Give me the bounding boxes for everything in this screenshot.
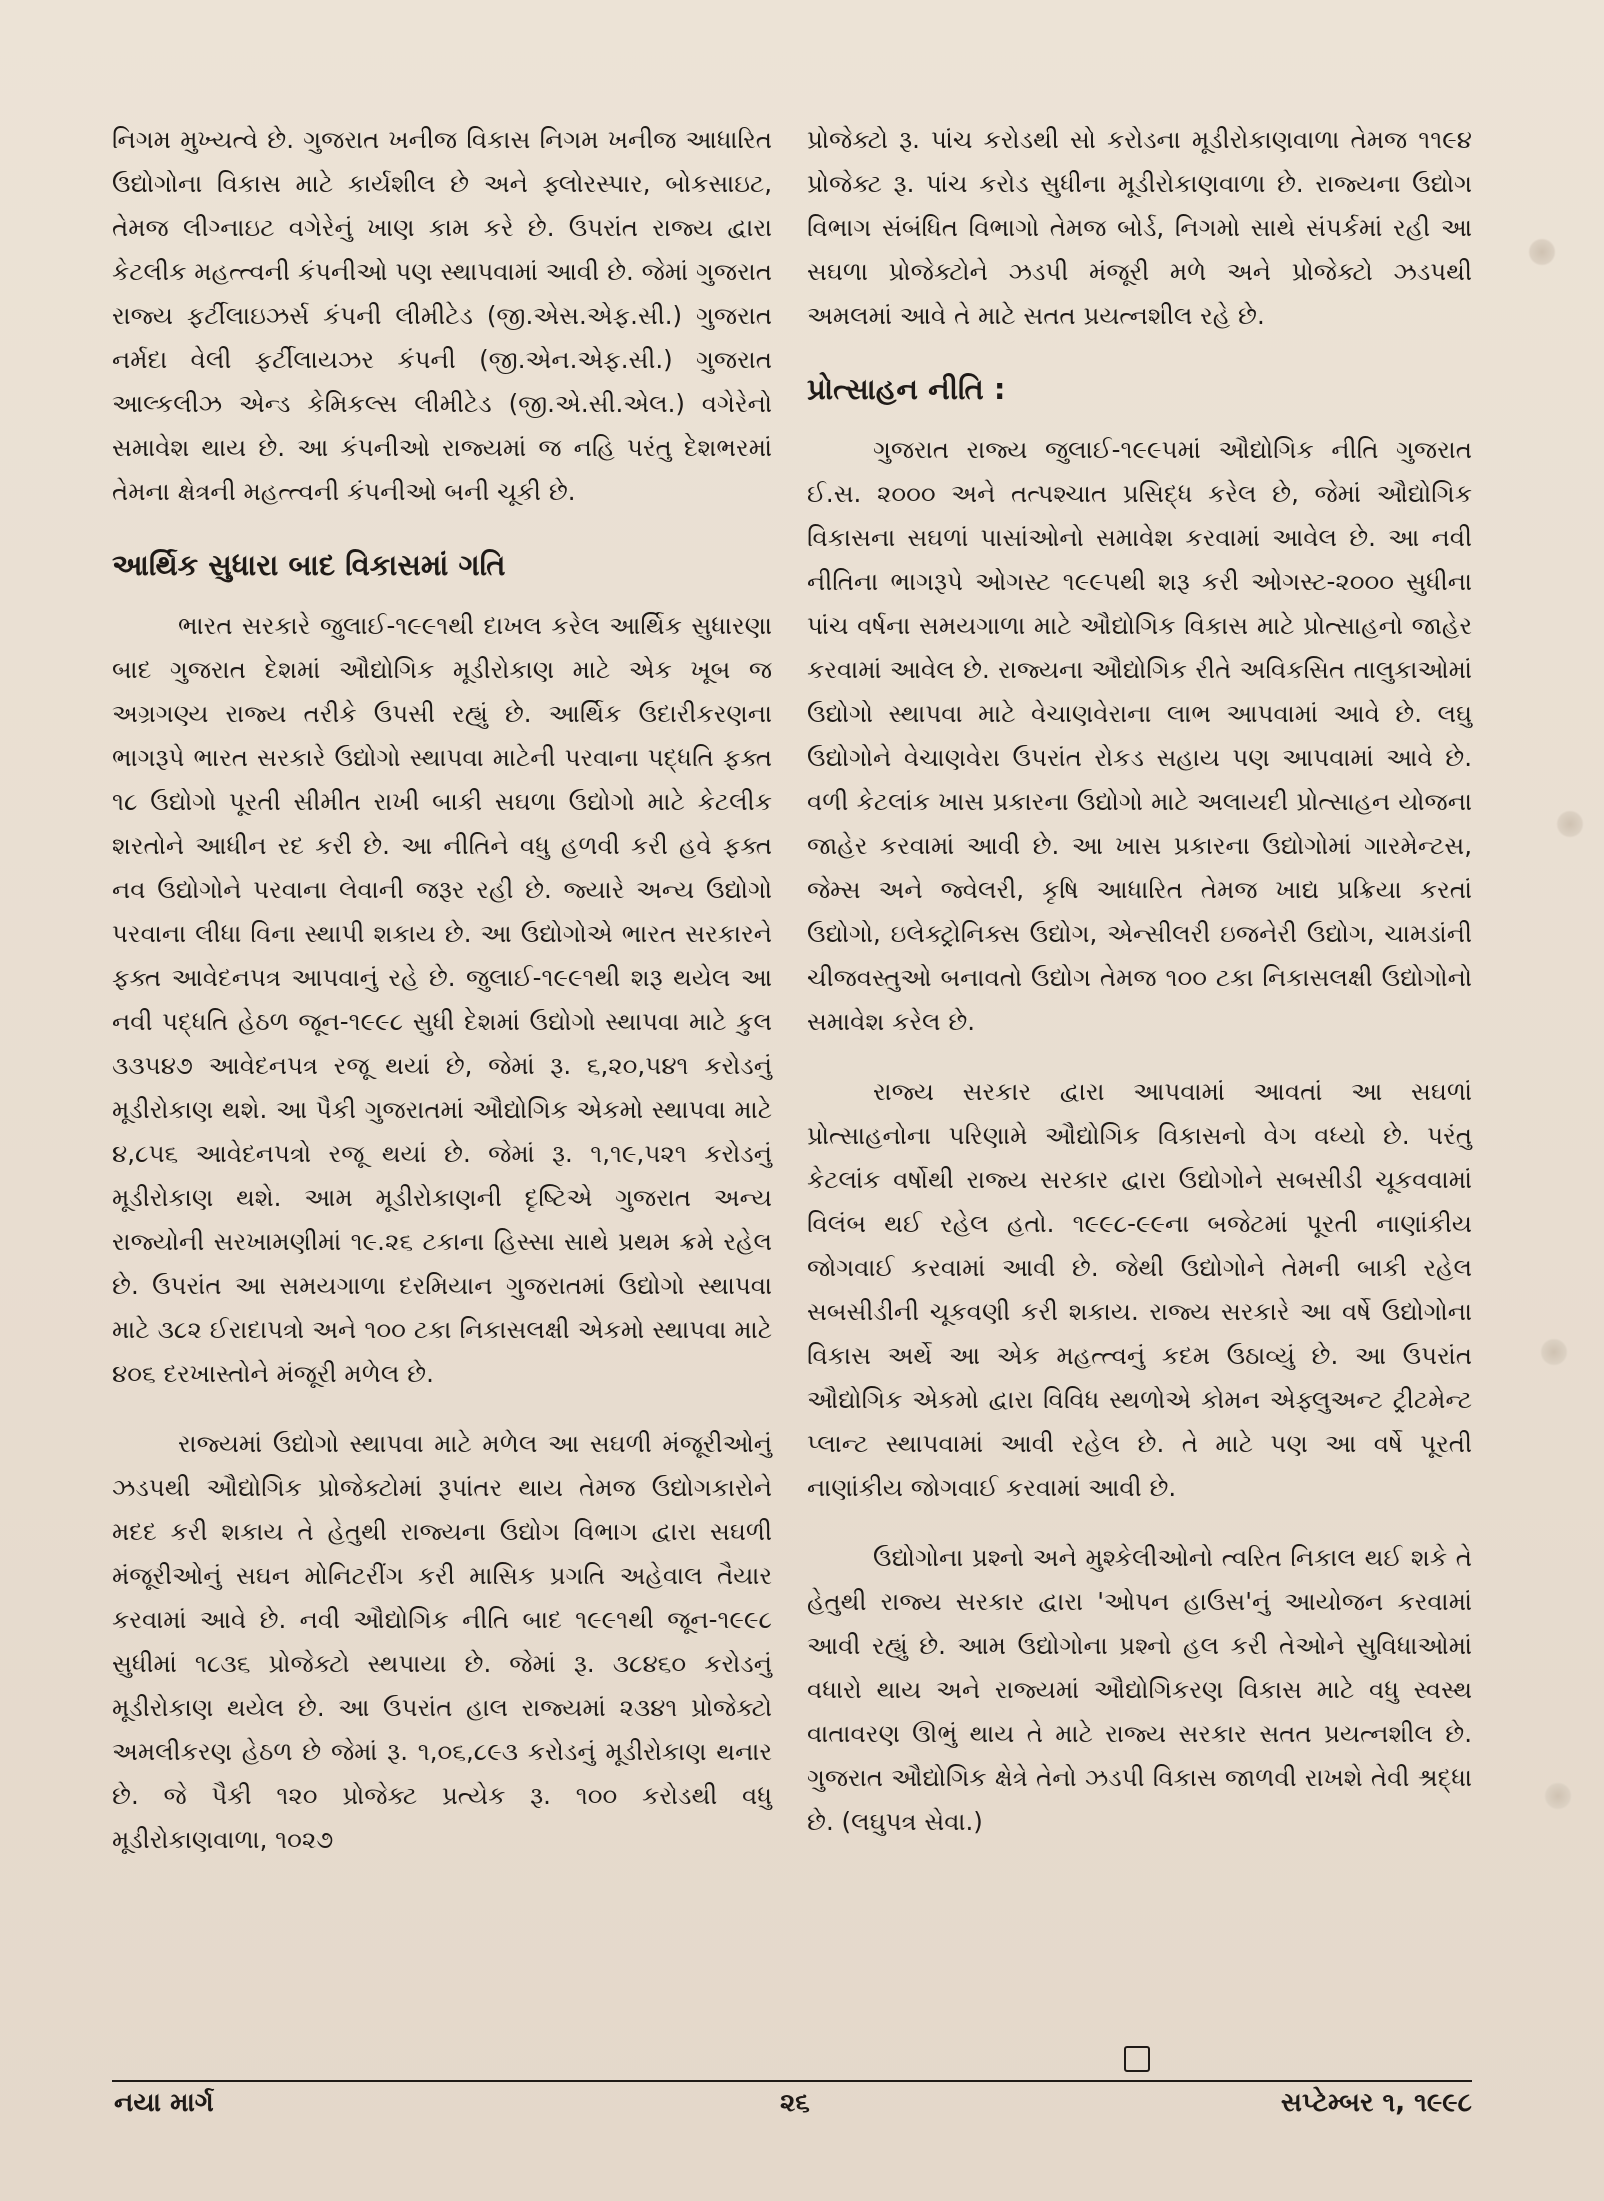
paragraph: ઉદ્યોગોના પ્રશ્નો અને મુશ્કેલીઓનો ત્વરિત નિકાલ થઈ શકે તે હેતુથી રાજ્ય સરકાર દ્વારા 'ઓપન હાઉસ'નું આયોજન કરવામાં આવી રહ્યું છે. આમ ઉદ્યોગોના પ્રશ્નો હલ કરી તેઓને સુવિધાઓમાં વધારો થાય અને રાજ્યમાં ઔદ્યોગિકરણ વિકાસ માટે વધુ સ્વસ્થ વાતાવરણ ઊભું થાય તે માટે રાજ્ય સરકાર સતત પ્રયત્નશીલ છે. ગુજરાત ઔદ્યોગિક ક્ષેત્રે તેનો ઝડપી વિકાસ જાળવી રાખશે તેવી શ્રદ્ધા છે. (લઘુપત્ર સેવા.) [807,1543,1472,1836]
paper-damage [1556,810,1584,838]
paper-damage [1528,238,1556,266]
left-column [112,118,772,1888]
paragraph: રાજ્યમાં ઉદ્યોગો સ્થાપવા માટે મળેલ આ સઘળી મંજૂરીઓનું ઝડપથી ઔદ્યોગિક પ્રોજેક્ટોમાં રૂપાંતર થાય તેમજ ઉદ્યોગકારોને મદદ કરી શકાય તે હેતુથી રાજ્યના ઉદ્યોગ વિભાગ દ્વારા સઘળી મંજૂરીઓનું સઘન મોનિટરીંગ કરી માસિક પ્રગતિ અહેવાલ તૈયાર કરવામાં આવે છે. નવી ઔદ્યોગિક નીતિ બાદ ૧૯૯૧થી જૂન-૧૯૯૮ સુધીમાં ૧૮૩૬ પ્રોજેક્ટો સ્થપાયા છે. જેમાં રૂ. ૩૮૪૬૦ કરોડનું મૂડીરોકાણ થયેલ છે. આ ઉપરાંત હાલ રાજ્યમાં ૨૩૪૧ પ્રોજેક્ટો અમલીકરણ હેઠળ છે જેમાં રૂ. ૧,૦૬,૮૯૩ કરોડનું મૂડીરોકાણ થનાર છે. જે પૈકી ૧૨૦ પ્રોજેક્ટ પ્રત્યેક રૂ. ૧૦૦ કરોડથી વધુ મૂડીરોકાણવાળા, ૧૦૨૭ [112,1429,772,1854]
paper-damage [1544,1782,1572,1810]
section-heading: આર્થિક સુધારા બાદ વિકાસમાં ગતિ [112,548,506,582]
paragraph: ભારત સરકારે જુલાઈ-૧૯૯૧થી દાખલ કરેલ આર્થિક સુધારણા બાદ ગુજરાત દેશમાં ઔદ્યોગિક મૂડીરોકાણ માટે એક ખૂબ જ અગ્રગણ્ય રાજ્ય તરીકે ઉપસી રહ્યું છે. આર્થિક ઉદારીકરણના ભાગરૂપે ભારત સરકારે ઉદ્યોગો સ્થાપવા માટેની પરવાના પદ્ધતિ ફક્ત ૧૮ ઉદ્યોગો પૂરતી સીમીત રાખી બાકી સઘળા ઉદ્યોગો માટે કેટલીક શરતોને આધીન રદ કરી છે. આ નીતિને વધુ હળવી કરી હવે ફક્ત નવ ઉદ્યોગોને પરવાના લેવાની જરૂર રહી છે. જ્યારે અન્ય ઉદ્યોગો પરવાના લીધા વિના સ્થાપી શકાય છે. આ ઉદ્યોગોએ ભારત સરકારને ફક્ત આવેદનપત્ર આપવાનું રહે છે. જુલાઈ-૧૯૯૧થી શરૂ થયેલ આ નવી પદ્ધતિ હેઠળ જૂન-૧૯૯૮ સુધી દેશમાં ઉદ્યોગો સ્થાપવા માટે કુલ ૩૩૫૪૭ આવેદનપત્ર રજૂ થયાં છે, જેમાં રૂ. ૬,૨૦,૫૪૧ કરોડનું મૂડીરોકાણ થશે. આ પૈકી ગુજરાતમાં ઔદ્યોગિક એકમો સ્થાપવા માટે ૪,૮૫૬ આવેદનપત્રો રજૂ થયાં છે. જેમાં રૂ. ૧,૧૯,૫૨૧ કરોડનું મૂડીરોકાણ થશે. આમ મૂડીરોકાણની દૃષ્ટિએ ગુજરાત અન્ય રાજ્યોની સરખામણીમાં ૧૯.૨૬ ટકાના હિસ્સા સાથે પ્રથમ ક્રમે રહેલ છે. ઉપરાંત આ સમયગાળા દરમિયાન ગુજરાતમાં ઉદ્યોગો સ્થાપવા માટે ૩૮૨ ઈરાદાપત્રો અને ૧૦૦ ટકા નિકાસલક્ષી એકમો સ્થાપવા માટે ૪૦૬ દરખાસ્તોને મંજૂરી મળેલ છે. [112,611,772,1388]
footer-rule [112,2080,1472,2082]
paragraph: રાજ્ય સરકાર દ્વારા આપવામાં આવતાં આ સઘળાં પ્રોત્સાહનોના પરિણામે ઔદ્યોગિક વિકાસનો વેગ વધ્યો છે. પરંતુ કેટલાંક વર્ષોથી રાજ્ય સરકાર દ્વારા ઉદ્યોગોને સબસીડી ચૂકવવામાં વિલંબ થઈ રહેલ હતો. ૧૯૯૮-૯૯ના બજેટમાં પૂરતી નાણાંકીય જોગવાઈ કરવામાં આવી છે. જેથી ઉદ્યોગોને તેમની બાકી રહેલ સબસીડીની ચૂકવણી કરી શકાય. રાજ્ય સરકારે આ વર્ષે ઉદ્યોગોના વિકાસ અર્થે આ એક મહત્ત્વનું કદમ ઉઠાવ્યું છે. આ ઉપરાંત ઔદ્યોગિક એકમો દ્વારા વિવિધ સ્થળોએ કોમન એફ્લુઅન્ટ ટ્રીટમેન્ટ પ્લાન્ટ સ્થાપવામાં આવી રહેલ છે. તે માટે પણ આ વર્ષે પૂરતી નાણાંકીય જોગવાઈ કરવામાં આવી છે. [807,1077,1472,1502]
paragraph: પ્રોજેક્ટો રૂ. પાંચ કરોડથી સો કરોડના મૂડીરોકાણવાળા તેમજ ૧૧૯૪ પ્રોજેક્ટ રૂ. પાંચ કરોડ સુધીના મૂડીરોકાણવાળા છે. રાજ્યના ઉદ્યોગ વિભાગ સંબંધિત વિભાગો તેમજ બોર્ડ, નિગમો સાથે સંપર્કમાં રહી આ સઘળા પ્રોજેક્ટોને ઝડપી મંજૂરી મળે અને પ્રોજેક્ટો ઝડપથી અમલમાં આવે તે માટે સતત પ્રયત્નશીલ રહે છે. [807,125,1472,330]
right-column [807,118,1472,1870]
paper-damage [1540,1338,1568,1366]
end-of-article-mark [1124,2046,1150,2072]
page-number: ૨૬ [780,2088,810,2118]
paragraph: નિગમ મુખ્યત્વે છે. ગુજરાત ખનીજ વિકાસ નિગમ ખનીજ આધારિત ઉદ્યોગોના વિકાસ માટે કાર્યશીલ છે અને ફ્લોરસ્પાર, બોકસાઇટ, તેમજ લીગ્નાઇટ વગેરેનું ખાણ કામ કરે છે. ઉપરાંત રાજ્ય દ્વારા કેટલીક મહત્ત્વની કંપનીઓ પણ સ્થાપવામાં આવી છે. જેમાં ગુજરાત રાજ્ય ફર્ટીલાઇઝર્સ કંપની લીમીટેડ (જી.એસ.એફ.સી.) ગુજરાત નર્મદા વેલી ફર્ટીલાયઝર કંપની (જી.એન.એફ.સી.) ગુજરાત આલ્કલીઝ એન્ડ કેમિકલ્સ લીમીટેડ (જી.એ.સી.એલ.) વગેરેનો સમાવેશ થાય છે. આ કંપનીઓ રાજ્યમાં જ નહિ પરંતુ દેશભરમાં તેમના ક્ષેત્રની મહત્ત્વની કંપનીઓ બની ચૂકી છે. [112,125,772,506]
section-heading: પ્રોત્સાહન નીતિ : [807,372,1006,406]
issue-date: સપ્ટેમ્બર ૧, ૧૯૯૮ [1280,2088,1472,2118]
publication-name: નયા માર્ગ [114,2088,214,2118]
paragraph: ગુજરાત રાજ્ય જુલાઈ-૧૯૯૫માં ઔદ્યોગિક નીતિ ગુજરાત ઈ.સ. ૨૦૦૦ અને તત્પશ્ચાત પ્રસિદ્ધ કરેલ છે, જેમાં ઔદ્યોગિક વિકાસના સઘળાં પાસાંઓનો સમાવેશ કરવામાં આવેલ છે. આ નવી નીતિના ભાગરૂપે ઓગસ્ટ ૧૯૯૫થી શરૂ કરી ઓગસ્ટ-૨૦૦૦ સુધીના પાંચ વર્ષના સમયગાળા માટે ઔદ્યોગિક વિકાસ માટે પ્રોત્સાહનો જાહેર કરવામાં આવેલ છે. રાજ્યના ઔદ્યોગિક રીતે અવિકસિત તાલુકાઓમાં ઉદ્યોગો સ્થાપવા માટે વેચાણવેરાના લાભ આપવામાં આવે છે. લઘુ ઉદ્યોગોને વેચાણવેરા ઉપરાંત રોકડ સહાય પણ આપવામાં આવે છે. વળી કેટલાંક ખાસ પ્રકારના ઉદ્યોગો માટે અલાયદી પ્રોત્સાહન યોજના જાહેર કરવામાં આવી છે. આ ખાસ પ્રકારના ઉદ્યોગોમાં ગારમેન્ટસ, જેમ્સ અને જ્વેલરી, કૃષિ આધારિત તેમજ ખાદ્ય પ્રક્રિયા કરતાં ઉદ્યોગો, ઇલેક્ટ્રોનિક્સ ઉદ્યોગ, એન્સીલરી ઇજનેરી ઉદ્યોગ, ચામડાંની ચીજવસ્તુઓ બનાવતો ઉદ્યોગ તેમજ ૧૦૦ ટકા નિકાસલક્ષી ઉદ્યોગોનો સમાવેશ કરેલ છે. [807,435,1472,1036]
